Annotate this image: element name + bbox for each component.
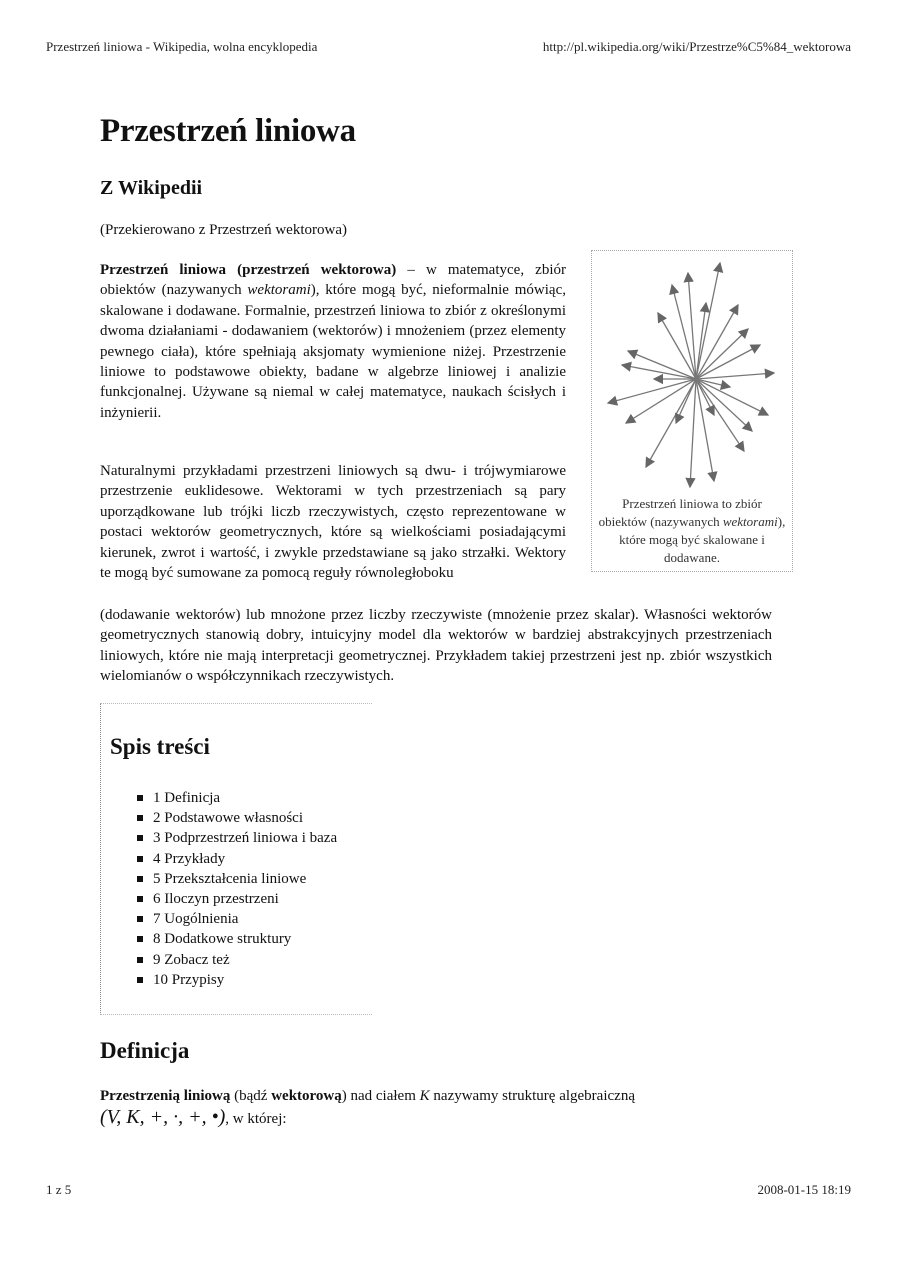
print-header-url: http://pl.wikipedia.org/wiki/Przestrze%C5%84_wektorowa	[542, 39, 851, 54]
table-of-contents	[100, 703, 372, 1015]
vector-arrow	[628, 351, 696, 379]
print-header-title: Przestrzeń liniowa - Wikipedia, wolna encyklopedia	[46, 39, 318, 54]
toc-item[interactable]: 2 Podstawowe własności	[137, 808, 337, 828]
figure-caption: Przestrzeń liniowa to zbiór obiektów (nazywanych wektorami), które mogą być skalowane i dodawane.	[598, 496, 786, 565]
vector-arrows-image	[598, 255, 788, 491]
toc-item[interactable]: 7 Uogólnienia	[137, 909, 337, 929]
vector-arrow	[696, 379, 714, 481]
vector-arrow	[696, 329, 748, 379]
print-timestamp: 2008-01-15 18:19	[757, 1182, 851, 1197]
vector-arrow	[696, 373, 774, 379]
paragraph-2: Naturalnymi przykładami przestrzeni liniowych są dwu- i trójwymiarowe przestrzenie euklidesowe. Wektorami w tych przestrzeniach są pary uporządkowane lub trójki liczb rzeczywistych, często reprezentowane w postaci wektorów geometrycznych, które są wielkościami posiadającymi kierunek, zwrot i wartość, i zwykle przedstawiane są jako strzałki. Wektory te mogą być sumowane za pomocą reguły równoległoboku	[100, 463, 566, 582]
vector-arrow	[646, 379, 696, 467]
intro-em: wektorami	[247, 282, 311, 299]
toc-item[interactable]: 8 Dodatkowe struktury	[137, 929, 337, 949]
vector-arrow	[696, 379, 744, 451]
vector-arrow	[608, 379, 696, 403]
intro-bold-term: Przestrzeń liniowa (przestrzeń wektorowa)	[100, 262, 397, 278]
vector-arrow	[696, 263, 720, 379]
toc-item[interactable]: 5 Przekształcenia liniowe	[137, 869, 337, 889]
toc-title: Spis treści	[110, 734, 210, 759]
vector-arrow	[690, 379, 696, 487]
definition-text: Przestrzenią liniową (bądź wektorową) nad ciałem K nazywamy strukturę algebraiczną	[100, 1088, 635, 1104]
redirect-note: (Przekierowano z Przestrzeń wektorowa)	[100, 222, 347, 238]
vector-arrow	[696, 379, 768, 415]
toc-item[interactable]: 9 Zobacz też	[137, 950, 337, 970]
toc-list	[137, 788, 337, 990]
vector-arrow	[622, 365, 696, 379]
toc-item[interactable]: 3 Podprzestrzeń liniowa i baza	[137, 828, 337, 848]
toc-item[interactable]: 10 Przypisy	[137, 970, 337, 990]
toc-item[interactable]: 4 Przykłady	[137, 849, 337, 869]
paragraph-2-continued: (dodawanie wektorów) lub mnożone przez liczby rzeczywiste (mnożenie przez skalar). Własności wektorów geometrycznych stanowią dobry, intuicyjny model dla wektorów w bardziej abstrakcyjnych przestrzeniach liniowych, które nie mają interpretacji geometrycznej. Przykładem takiej przestrzeni jest np. zbiór wszystkich wielomianów o współczynnikach rzeczywistych.	[100, 607, 772, 685]
toc-item[interactable]: 6 Iloczyn przestrzeni	[137, 889, 337, 909]
definition-formula: (V, K, +, ·, +, •), w której:	[100, 1106, 287, 1128]
intro-paragraph: Przestrzeń liniowa (przestrzeń wektorowa) – w matematyce, zbiór obiektów (nazywanych wektorami), które mogą być, nieformalnie mówiąc, skalowane i dodawane. Formalnie, przestrzeń liniowa to zbiór z określonymi dwoma działaniami - dodawaniem (wektorów) i mnożeniem (przez elementy pewnego ciała), które spełniają aksjomaty wymienione niżej. Przestrzenie liniowe to podstawowe obiekty, badane w algebrze liniowej i analizie funkcjonalnej. Używane są niemal w całej matematyce, naukach ścisłych i inżynierii.	[100, 262, 566, 421]
page-title: Przestrzeń liniowa	[100, 113, 356, 149]
algebraic-structure-tuple: (V, K, +, ·, +, •)	[100, 1106, 226, 1128]
toc-item[interactable]: 1 Definicja	[137, 788, 337, 808]
page-number: 1 z 5	[46, 1182, 72, 1197]
page-subtitle: Z Wikipedii	[100, 177, 203, 199]
vector-figure	[591, 250, 793, 572]
vector-arrow	[658, 313, 696, 379]
section-heading-definicja: Definicja	[100, 1038, 190, 1063]
